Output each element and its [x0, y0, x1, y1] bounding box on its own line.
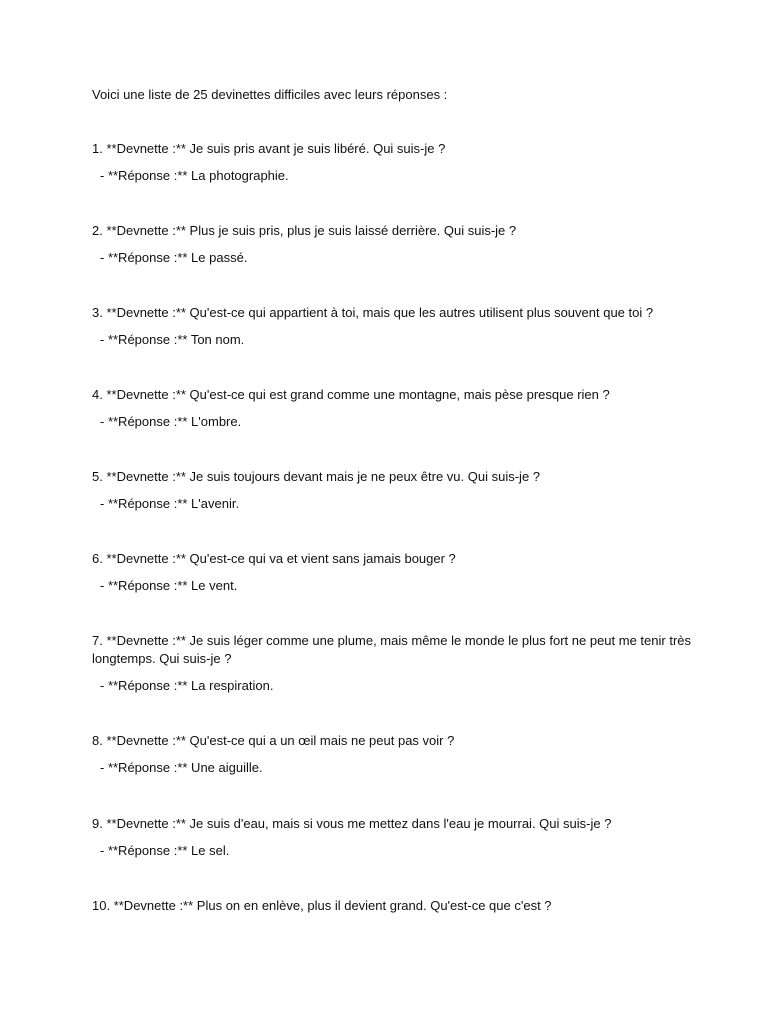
riddle-answer: - **Réponse :** La photographie.	[100, 168, 289, 183]
riddle-item	[92, 897, 692, 915]
riddle-item	[92, 468, 692, 513]
riddle-answer: - **Réponse :** Ton nom.	[100, 332, 245, 347]
riddle-item	[92, 222, 692, 267]
riddle-question: 1. **Devnette :** Je suis pris avant je suis libéré. Qui suis-je ?	[92, 141, 446, 156]
riddle-item	[92, 550, 692, 595]
riddle-item	[92, 815, 692, 860]
riddle-question: 9. **Devnette :** Je suis d'eau, mais si vous me mettez dans l'eau je mourrai. Qui suis-je ?	[92, 816, 612, 831]
riddle-answer: - **Réponse :** Le vent.	[100, 578, 238, 593]
intro-text: Voici une liste de 25 devinettes difficiles avec leurs réponses :	[92, 87, 448, 102]
riddle-question: 4. **Devnette :** Qu'est-ce qui est grand comme une montagne, mais pèse presque rien ?	[92, 387, 610, 402]
riddle-item	[92, 732, 692, 777]
riddle-answer: - **Réponse :** L'avenir.	[100, 496, 240, 511]
riddle-question: 6. **Devnette :** Qu'est-ce qui va et vient sans jamais bouger ?	[92, 551, 456, 566]
riddle-answer: - **Réponse :** Le passé.	[100, 250, 248, 265]
riddle-item	[92, 304, 692, 349]
riddle-answer: - **Réponse :** La respiration.	[100, 678, 274, 693]
riddle-item	[92, 386, 692, 431]
riddle-answer: - **Réponse :** L'ombre.	[100, 414, 242, 429]
riddle-question: 3. **Devnette :** Qu'est-ce qui appartient à toi, mais que les autres utilisent plus souvent que toi ?	[92, 305, 654, 320]
riddle-question: 7. **Devnette :** Je suis léger comme une plume, mais même le monde le plus fort ne peut me tenir très longtemps. Qui suis-je ?	[92, 633, 692, 666]
riddle-question: 8. **Devnette :** Qu'est-ce qui a un œil mais ne peut pas voir ?	[92, 733, 455, 748]
riddle-question: 2. **Devnette :** Plus je suis pris, plus je suis laissé derrière. Qui suis-je ?	[92, 223, 517, 238]
riddle-question: 5. **Devnette :** Je suis toujours devant mais je ne peux être vu. Qui suis-je ?	[92, 469, 541, 484]
riddle-question: 10. **Devnette :** Plus on en enlève, plus il devient grand. Qu'est-ce que c'est ?	[92, 898, 552, 913]
riddle-item	[92, 632, 692, 695]
riddle-item	[92, 140, 692, 185]
riddle-answer: - **Réponse :** Le sel.	[100, 843, 230, 858]
riddle-answer: - **Réponse :** Une aiguille.	[100, 760, 263, 775]
